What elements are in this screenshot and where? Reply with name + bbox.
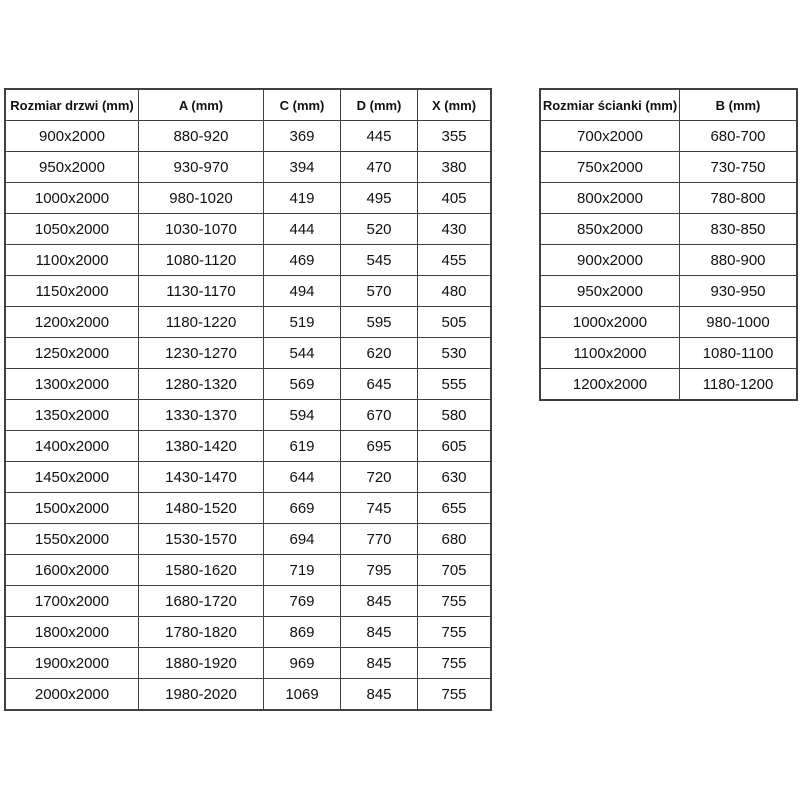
table-cell: 900x2000 <box>5 121 139 152</box>
table-row <box>5 586 491 617</box>
table-cell: 1280-1320 <box>139 369 264 400</box>
table-row <box>5 245 491 276</box>
table-cell: 519 <box>264 307 341 338</box>
table-cell: 580 <box>418 400 492 431</box>
table-cell: 750x2000 <box>540 152 680 183</box>
column-header: A (mm) <box>139 89 264 121</box>
table-cell: 1069 <box>264 679 341 711</box>
table-cell: 880-900 <box>680 245 798 276</box>
table-cell: 845 <box>341 617 418 648</box>
table-cell: 1450x2000 <box>5 462 139 493</box>
table-row <box>5 617 491 648</box>
table-cell: 900x2000 <box>540 245 680 276</box>
door-sizes-table <box>4 88 492 711</box>
table-cell: 720 <box>341 462 418 493</box>
table-cell: 1100x2000 <box>5 245 139 276</box>
table-cell: 380 <box>418 152 492 183</box>
table-row <box>540 245 797 276</box>
table-cell: 480 <box>418 276 492 307</box>
table-cell: 605 <box>418 431 492 462</box>
table-cell: 1680-1720 <box>139 586 264 617</box>
table-cell: 630 <box>418 462 492 493</box>
table-cell: 1100x2000 <box>540 338 680 369</box>
table-cell: 619 <box>264 431 341 462</box>
table-cell: 694 <box>264 524 341 555</box>
table-row <box>540 307 797 338</box>
table-cell: 1380-1420 <box>139 431 264 462</box>
header-row <box>540 89 797 121</box>
table-cell: 495 <box>341 183 418 214</box>
table-cell: 1330-1370 <box>139 400 264 431</box>
table-cell: 730-750 <box>680 152 798 183</box>
table-row <box>5 338 491 369</box>
table-cell: 1880-1920 <box>139 648 264 679</box>
table-cell: 1480-1520 <box>139 493 264 524</box>
table-cell: 1030-1070 <box>139 214 264 245</box>
table-cell: 845 <box>341 648 418 679</box>
table-row <box>540 121 797 152</box>
column-header: C (mm) <box>264 89 341 121</box>
table-cell: 530 <box>418 338 492 369</box>
table-cell: 800x2000 <box>540 183 680 214</box>
table-cell: 869 <box>264 617 341 648</box>
table-cell: 695 <box>341 431 418 462</box>
table-cell: 930-950 <box>680 276 798 307</box>
table-cell: 1000x2000 <box>5 183 139 214</box>
table-row <box>5 648 491 679</box>
table-cell: 369 <box>264 121 341 152</box>
table-row <box>5 307 491 338</box>
table-cell: 645 <box>341 369 418 400</box>
table-cell: 430 <box>418 214 492 245</box>
table-cell: 1050x2000 <box>5 214 139 245</box>
wall-sizes-table <box>539 88 798 401</box>
table-cell: 1430-1470 <box>139 462 264 493</box>
table-row <box>540 369 797 401</box>
table-cell: 950x2000 <box>5 152 139 183</box>
table-cell: 1700x2000 <box>5 586 139 617</box>
table-cell: 700x2000 <box>540 121 680 152</box>
table-cell: 355 <box>418 121 492 152</box>
table-cell: 1400x2000 <box>5 431 139 462</box>
table-cell: 719 <box>264 555 341 586</box>
table-cell: 680 <box>418 524 492 555</box>
table-row <box>540 338 797 369</box>
table-cell: 845 <box>341 679 418 711</box>
table-cell: 930-970 <box>139 152 264 183</box>
table-row <box>5 493 491 524</box>
table-cell: 755 <box>418 679 492 711</box>
column-header: D (mm) <box>341 89 418 121</box>
table-cell: 444 <box>264 214 341 245</box>
table-cell: 1580-1620 <box>139 555 264 586</box>
table-cell: 655 <box>418 493 492 524</box>
column-header: Rozmiar drzwi (mm) <box>5 89 139 121</box>
table-cell: 620 <box>341 338 418 369</box>
table-cell: 1130-1170 <box>139 276 264 307</box>
table-row <box>5 121 491 152</box>
table-row <box>5 679 491 711</box>
table-cell: 980-1000 <box>680 307 798 338</box>
table-cell: 445 <box>341 121 418 152</box>
table-row <box>5 555 491 586</box>
table-cell: 544 <box>264 338 341 369</box>
table-cell: 830-850 <box>680 214 798 245</box>
table-cell: 1230-1270 <box>139 338 264 369</box>
table-row <box>540 276 797 307</box>
column-header: B (mm) <box>680 89 798 121</box>
table-row <box>5 431 491 462</box>
column-header: X (mm) <box>418 89 492 121</box>
table-cell: 594 <box>264 400 341 431</box>
table-cell: 780-800 <box>680 183 798 214</box>
table-cell: 545 <box>341 245 418 276</box>
table-cell: 680-700 <box>680 121 798 152</box>
table-cell: 1350x2000 <box>5 400 139 431</box>
table-cell: 1200x2000 <box>540 369 680 401</box>
table-cell: 1080-1100 <box>680 338 798 369</box>
table-row <box>5 369 491 400</box>
table-cell: 469 <box>264 245 341 276</box>
table-cell: 745 <box>341 493 418 524</box>
table-cell: 555 <box>418 369 492 400</box>
table-row <box>5 400 491 431</box>
table-cell: 1150x2000 <box>5 276 139 307</box>
table-cell: 644 <box>264 462 341 493</box>
table-cell: 405 <box>418 183 492 214</box>
table-cell: 850x2000 <box>540 214 680 245</box>
table-cell: 980-1020 <box>139 183 264 214</box>
table-cell: 1530-1570 <box>139 524 264 555</box>
table-cell: 845 <box>341 586 418 617</box>
table-cell: 769 <box>264 586 341 617</box>
table-cell: 2000x2000 <box>5 679 139 711</box>
table-cell: 1000x2000 <box>540 307 680 338</box>
table-cell: 969 <box>264 648 341 679</box>
table-row <box>5 152 491 183</box>
table-cell: 494 <box>264 276 341 307</box>
table-cell: 394 <box>264 152 341 183</box>
table-cell: 755 <box>418 586 492 617</box>
table-cell: 705 <box>418 555 492 586</box>
table-cell: 470 <box>341 152 418 183</box>
table-row <box>5 524 491 555</box>
table-cell: 1300x2000 <box>5 369 139 400</box>
table-cell: 755 <box>418 617 492 648</box>
table-cell: 569 <box>264 369 341 400</box>
table-cell: 795 <box>341 555 418 586</box>
table-cell: 880-920 <box>139 121 264 152</box>
table-cell: 755 <box>418 648 492 679</box>
table-row <box>5 462 491 493</box>
table-cell: 419 <box>264 183 341 214</box>
table-row <box>540 214 797 245</box>
table-cell: 520 <box>341 214 418 245</box>
table-cell: 770 <box>341 524 418 555</box>
table-cell: 595 <box>341 307 418 338</box>
table-cell: 670 <box>341 400 418 431</box>
column-header: Rozmiar ścianki (mm) <box>540 89 680 121</box>
header-row <box>5 89 491 121</box>
table-cell: 505 <box>418 307 492 338</box>
table-cell: 1600x2000 <box>5 555 139 586</box>
table-row <box>540 183 797 214</box>
table-cell: 1180-1220 <box>139 307 264 338</box>
table-cell: 1200x2000 <box>5 307 139 338</box>
table-cell: 1250x2000 <box>5 338 139 369</box>
table-cell: 1500x2000 <box>5 493 139 524</box>
table-row <box>5 276 491 307</box>
table-cell: 1800x2000 <box>5 617 139 648</box>
table-cell: 570 <box>341 276 418 307</box>
table-cell: 1980-2020 <box>139 679 264 711</box>
table-cell: 1080-1120 <box>139 245 264 276</box>
table-cell: 950x2000 <box>540 276 680 307</box>
table-cell: 1180-1200 <box>680 369 798 401</box>
table-cell: 1900x2000 <box>5 648 139 679</box>
table-row <box>5 183 491 214</box>
table-row <box>540 152 797 183</box>
table-cell: 455 <box>418 245 492 276</box>
table-cell: 1550x2000 <box>5 524 139 555</box>
table-cell: 1780-1820 <box>139 617 264 648</box>
table-row <box>5 214 491 245</box>
table-cell: 669 <box>264 493 341 524</box>
